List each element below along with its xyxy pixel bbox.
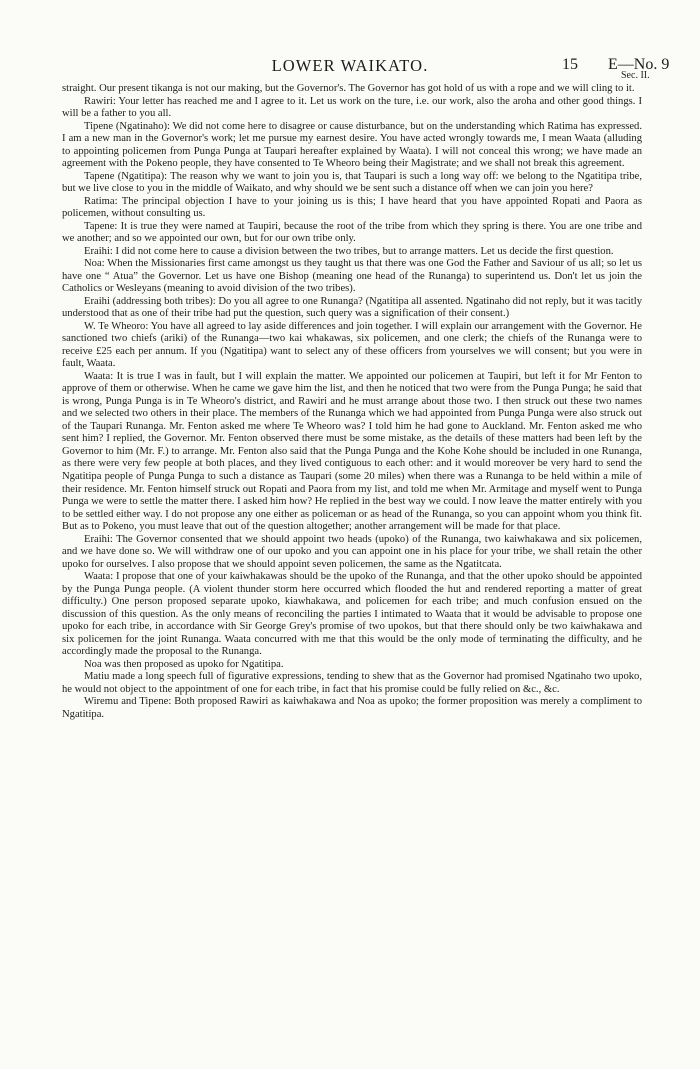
paragraph: Ratima: The principal objection I have to your joining us is this; I have heard that you have appointed Ropati and Paora as policemen, without consulting us. xyxy=(62,195,642,220)
paragraph: Eraihi (addressing both tribes): Do you all agree to one Runanga? (Ngatitipa all assented. Ngatinaho did not reply, but it was tacitly understood that as one of their tribe had put the question, such query was a signification of their consent.) xyxy=(62,295,642,320)
paragraph: Eraihi: The Governor consented that we should appoint two heads (upoko) of the Runanga, two kaiwhakawa and six policemen, and we have done so. We will withdraw one of our upoko and you can appoint one in his place for your tribe, we shall retain the other upoko for ourselves. I also propose that we should appoint seven policemen, the same as the Ngatitcata. xyxy=(62,533,642,570)
paragraph: Noa was then proposed as upoko for Ngatitipa. xyxy=(84,658,284,670)
page-header xyxy=(0,56,700,78)
page-number: 15 xyxy=(562,56,578,73)
paragraph: Rawiri: Your letter has reached me and I agree to it. Let us work on the ture, i.e. our work, also the aroha and other good things. I will be a father to you all. xyxy=(62,95,642,120)
paragraph: Waata: I propose that one of your kaiwhakawas should be the upoko of the Runanga, and that the other upoko should be appointed by the Punga Punga people. (A violent thunder storm here occurred which flooded the hut and rendered reporting a matter of great difficulty.) One person proposed separate upoko, kiawhakawa, and policemen for each tribe; and much confusion ensued on the discussion of this question. As the only means of reconciling the parties I intimated to Waata that it would be advisable to propose one upoko for each tribe, in accordance with Sir George Grey's promise of two upokos, but that there should only be two kaiwhakawa and six policemen for the joint Runanga. Waata concurred with me that this would be the only mode of terminating the difficulty, and he accordingly made the proposal to the Runanga. xyxy=(62,571,642,658)
paragraph: Matiu made a long speech full of figurative expressions, tending to shew that as the Governor had promised Ngatinaho two upoko, he would not object to the appointment of one for each tribe, in fact that his promise could be fully relied on &c., &c. xyxy=(62,671,642,695)
paragraph: Wiremu and Tipene: Both proposed Rawiri as kaiwhakawa and Noa as upoko; the former proposition was merely a compliment to Ngatitipa. xyxy=(62,696,642,720)
paragraph: Tapene: It is true they were named at Taupiri, because the root of the tribe from which they spring is there. You are one tribe and we another; and so we appointed our own, but for our own tribe only. xyxy=(62,220,642,245)
paragraph: Tipene (Ngatinaho): We did not come here to disagree or cause disturbance, but on the understanding which Ratima has expressed. I am a new man in the Governor's work; let me pursue my earnest desire. You have acted wrongly towards me, I mean Waata (alluding to appointing policemen from Punga Punga at Taupari hereafter explained by Waata). I will not conceal this wrong; we have made an agreement with the Pokeno people, they have consented to Te Wheoro being their Magistrate; and we shall not break this agreement. xyxy=(62,120,642,170)
paragraph: straight. Our present tikanga is not our making, but the Governor's. The Governor has got hold of us with a rope and we will cling to it. xyxy=(62,83,635,94)
document-reference: E—No. 9 xyxy=(608,56,670,73)
paragraph: Eraihi: I did not come here to cause a division between the two tribes, but to arrange matters. Let us decide the first question. xyxy=(84,245,614,257)
paragraph: Tapene (Ngatitipa): The reason why we want to join you is, that Taupari is such a long way off: we belong to the Ngatitipa tribe, but we live close to you in the middle of Waikato, and why should we be sent such a distance off when we can join you here? xyxy=(62,170,642,195)
paragraph: Waata: It is true I was in fault, but I will explain the matter. We appointed our policemen at Taupiri, but left it for Mr Fenton to approve of them or otherwise. When he came we gave him the list, and then he noticed that two were from the Punga Punga; he said that is wrong, Punga Punga is in Te Wheoro's district, and Rawiri and he must arrange about those two. I then struck out these two names and we selected two others in their place. The members of the Runanga which we had appointed from Punga Punga were also struck out of the Taupari Runanga. Mr. Fenton asked me where Te Wheoro was? I told him he had gone to Auckland. Mr. Fenton asked me who sent him? I replied, the Governor. Mr. Fenton observed there must be some mistake, as the details of these matters had been left by the Governor to him (Mr. F.) to arrange. Mr. Fenton also said that the Punga Punga and the Kohe Kohe should be included in one Runanga, as there were very few people at both places, and they lived contiguous to each other: and it would moreover be very hard to send the Ngatitipa people of Punga Punga to such a distance as Taupari (some 20 miles) when there was a Runanga to be held within a mile of their residence. Mr. Fenton himself struck out Ropati and Paora from my list, and told me when Mr. Armitage and myself went to Punga Punga we were to settle the matter there. I asked him how? He replied in the best way we could. I now leave the matter entirely with you to be settled either way. I do not propose any one either as policeman or as head of the Runanga, so you can appoint whom you think fit. But as to Pokeno, you must leave that out of the question altogether; another arrangement will be made for that place. xyxy=(62,370,642,533)
page-title: LOWER WAIKATO. xyxy=(271,56,429,75)
section-label: Sec. II. xyxy=(621,70,650,81)
paragraph: W. Te Wheoro: You have all agreed to lay aside differences and join together. I will explain our arrangement with the Governor. He sanctioned two chiefs (ariki) of the Runanga—two kai whakawas, six policemen, and one clerk; the chiefs of the Runanga were to receive £25 each per annum. If you (Ngatitipa) want to select any of these officers from yourselves we will consent; but you were in fault, Waata. xyxy=(62,320,642,370)
body-text xyxy=(62,83,642,721)
paragraph: Noa: When the Missionaries first came amongst us they taught us that there was one God the Father and Saviour of us all; so let us have one “ Atua” the Governor. Let us have one Bishop (meaning one head of the Runanga) to superintend us. Don't let us join the Catholics or Wesleyans (meaning to avoid division of the two tribes). xyxy=(62,258,642,295)
